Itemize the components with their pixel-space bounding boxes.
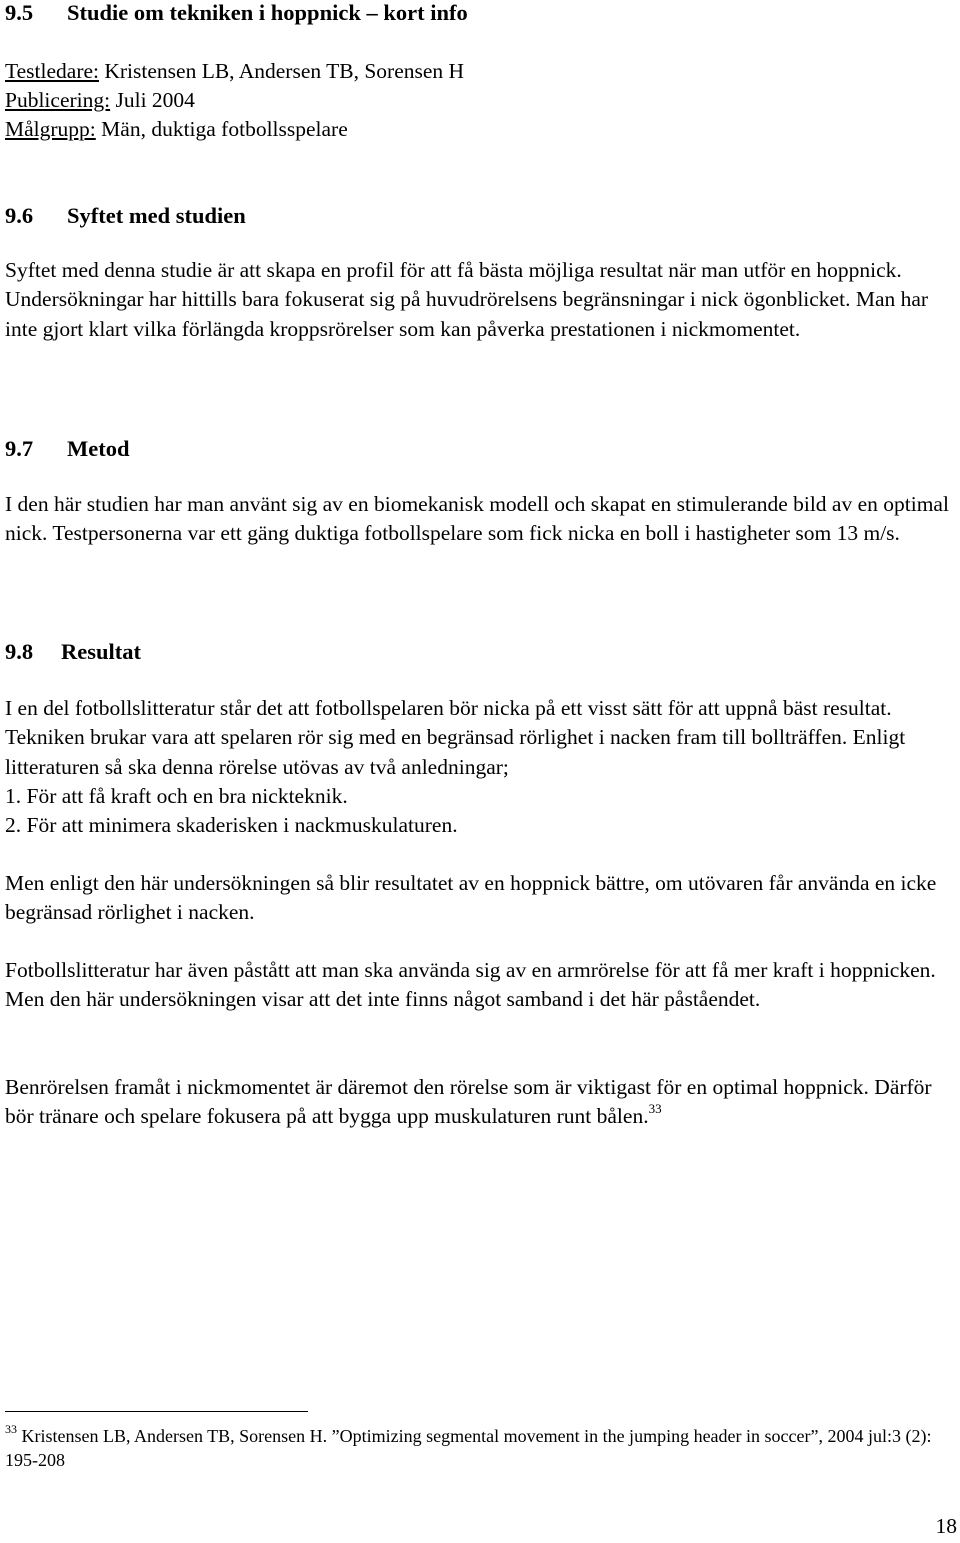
paragraph-result-arm: Fotbollslitteratur har även påstått att man ska använda sig av en armrörelse för att få mer kraft i hoppnicken. Men den här undersökningen visar att det inte finns något samband i det här påståendet.	[5, 958, 936, 1012]
section-number: 9.7	[5, 436, 34, 461]
result-legs-text: Benrörelsen framåt i nickmomentet är däremot den rörelse som är viktigast för en optimal hoppnick. Därför bör tränare och spelare fokusera på att bygga upp muskulaturen runt bålen.	[5, 1075, 932, 1129]
section-heading-9-5	[5, 2, 468, 25]
meta-test-leader	[5, 61, 464, 83]
result-list-item-1: 1. För att få kraft och en bra nickteknik.	[5, 783, 348, 808]
paragraph-result-neck: Men enligt den här undersökningen så blir resultatet av en hoppnick bättre, om utövaren får använda en icke begränsad rörlighet i nacken.	[5, 871, 937, 925]
footnote-separator	[5, 1411, 308, 1412]
footnote	[5, 1424, 935, 1472]
paragraph-purpose: Syftet med denna studie är att skapa en profil för att få bästa möjliga resultat när man utför en hoppnick. Undersökningar har hittills bara fokuserat sig på huvudrörelsens begränsningar i nick ögonblicket. Man har inte gjort klart vilka förlängda kroppsrörelser som kan påverka prestationen i nickmomentet.	[5, 258, 929, 341]
meta-value: Juli 2004	[110, 88, 195, 112]
section-title: Metod	[67, 436, 130, 461]
section-number: 9.5	[5, 0, 34, 25]
section-title: Studie om tekniken i hoppnick – kort info	[67, 0, 468, 25]
footnote-marker: 33	[5, 1422, 17, 1436]
page-number: 18	[935, 1514, 957, 1538]
result-intro-text: I en del fotbollslitteratur står det att fotbollspelaren bör nicka på ett visst sätt för att uppnå bäst resultat. Tekniken brukar vara att spelaren rör sig med en begränsad rörlighet i nacken fram till bollträffen. Enligt litteraturen så ska denna rörelse utövas av två anledningar;	[5, 696, 906, 779]
footnote-reference[interactable]: 33	[648, 1101, 662, 1117]
meta-label: Publicering:	[5, 88, 111, 112]
section-heading-9-6	[5, 205, 246, 228]
section-number: 9.8	[5, 639, 34, 664]
meta-label: Testledare:	[5, 59, 99, 83]
section-title: Syftet med studien	[67, 203, 246, 228]
footnote-text: Kristensen LB, Andersen TB, Sorensen H. ”Optimizing segmental movement in the jumping header in soccer”, 2004 jul:3 (2): 195-208	[5, 1426, 932, 1470]
section-heading-9-7	[5, 438, 129, 461]
meta-label: Målgrupp:	[5, 117, 96, 141]
meta-value: Kristensen LB, Andersen TB, Sorensen H	[99, 59, 465, 83]
meta-publication	[5, 90, 195, 112]
meta-value: Män, duktiga fotbollsspelare	[95, 117, 348, 141]
section-heading-9-8	[5, 641, 141, 664]
paragraph-result-intro	[5, 694, 953, 840]
meta-target-group	[5, 119, 348, 141]
result-list-item-2: 2. För att minimera skaderisken i nackmuskulaturen.	[5, 813, 458, 838]
paragraph-result-legs	[5, 1073, 953, 1132]
section-title: Resultat	[61, 639, 141, 664]
section-number: 9.6	[5, 203, 34, 228]
paragraph-method: I den här studien har man använt sig av en biomekanisk modell och skapat en stimulerande bild av en optimal nick. Testpersonerna var ett gäng duktiga fotbollspelare som fick nicka en boll i hastigheter som 13 m/s.	[5, 492, 949, 546]
